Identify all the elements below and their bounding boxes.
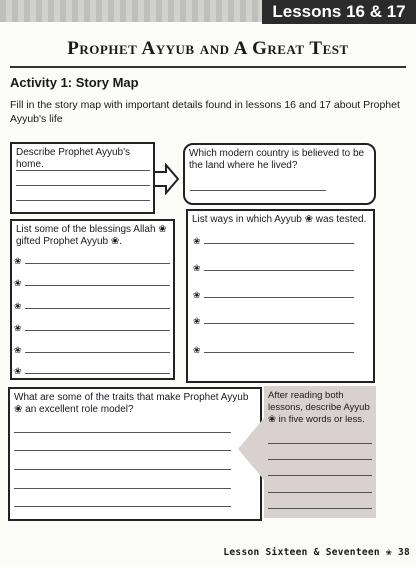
answer-line[interactable] bbox=[25, 330, 170, 331]
flower-icon: ❀ bbox=[14, 278, 22, 288]
answer-line[interactable] bbox=[25, 373, 170, 374]
answer-line[interactable] bbox=[25, 285, 170, 286]
flower-icon: ❀ bbox=[14, 301, 22, 311]
country-question: Which modern country is believed to be the land where he lived? bbox=[189, 148, 365, 171]
blessings-question: List some of the blessings Allah ❀ gifted Prophet Ayyub ❀. bbox=[16, 224, 167, 247]
flower-icon: ❀ bbox=[14, 323, 22, 333]
answer-line[interactable] bbox=[14, 469, 231, 470]
answer-line[interactable] bbox=[14, 450, 231, 451]
answer-line[interactable] bbox=[204, 352, 354, 353]
flower-icon: ❀ bbox=[193, 345, 201, 355]
title-divider bbox=[10, 66, 406, 68]
right-arrow-icon bbox=[152, 163, 180, 195]
flower-icon: ❀ bbox=[14, 366, 22, 376]
answer-line[interactable] bbox=[204, 297, 354, 298]
flower-icon: ❀ bbox=[14, 345, 22, 355]
answer-line[interactable] bbox=[268, 475, 372, 476]
flower-icon: ❀ bbox=[193, 290, 201, 300]
home-box bbox=[10, 142, 155, 214]
answer-line[interactable] bbox=[16, 185, 150, 186]
answer-line[interactable] bbox=[16, 200, 150, 201]
instructions: Fill in the story map with important details found in lessons 16 and 17 about Prophet Ayyub's life bbox=[10, 99, 400, 125]
answer-line[interactable] bbox=[25, 352, 170, 353]
answer-line[interactable] bbox=[268, 492, 372, 493]
answer-line[interactable] bbox=[25, 263, 170, 264]
tested-box bbox=[186, 209, 375, 383]
activity-heading: Activity 1: Story Map bbox=[10, 75, 139, 90]
flower-icon: ❀ bbox=[193, 236, 201, 246]
answer-line[interactable] bbox=[268, 443, 372, 444]
answer-line[interactable] bbox=[204, 270, 354, 271]
answer-line[interactable] bbox=[16, 170, 150, 171]
answer-line[interactable] bbox=[268, 508, 372, 509]
answer-line[interactable] bbox=[204, 323, 354, 324]
answer-line[interactable] bbox=[190, 190, 326, 191]
left-arrow-icon bbox=[238, 418, 270, 485]
answer-line[interactable] bbox=[268, 459, 372, 460]
answer-line[interactable] bbox=[25, 308, 170, 309]
flower-icon: ❀ bbox=[193, 263, 201, 273]
lessons-tab: Lessons 16 & 17 bbox=[262, 0, 416, 24]
answer-line[interactable] bbox=[204, 243, 354, 244]
home-question: Describe Prophet Ayyub's home. bbox=[16, 147, 131, 170]
flower-icon: ❀ bbox=[193, 316, 201, 326]
answer-line[interactable] bbox=[14, 432, 231, 433]
page-footer: Lesson Sixteen & Seventeen ❀ 38 bbox=[223, 547, 410, 558]
tested-question: List ways in which Ayyub ❀ was tested. bbox=[192, 214, 367, 225]
flower-icon: ❀ bbox=[14, 256, 22, 266]
country-box bbox=[183, 143, 376, 205]
traits-box bbox=[8, 387, 262, 521]
answer-line[interactable] bbox=[14, 488, 231, 489]
page-title: Prophet Ayyub and A Great Test bbox=[67, 38, 349, 59]
traits-question: What are some of the traits that make Prophet Ayyub ❀ an excellent role model? bbox=[14, 392, 249, 415]
answer-line[interactable] bbox=[14, 506, 231, 507]
describe-question: After reading both lessons, describe Ayyub ❀ in five words or less. bbox=[268, 390, 370, 425]
blessings-box bbox=[10, 219, 175, 380]
